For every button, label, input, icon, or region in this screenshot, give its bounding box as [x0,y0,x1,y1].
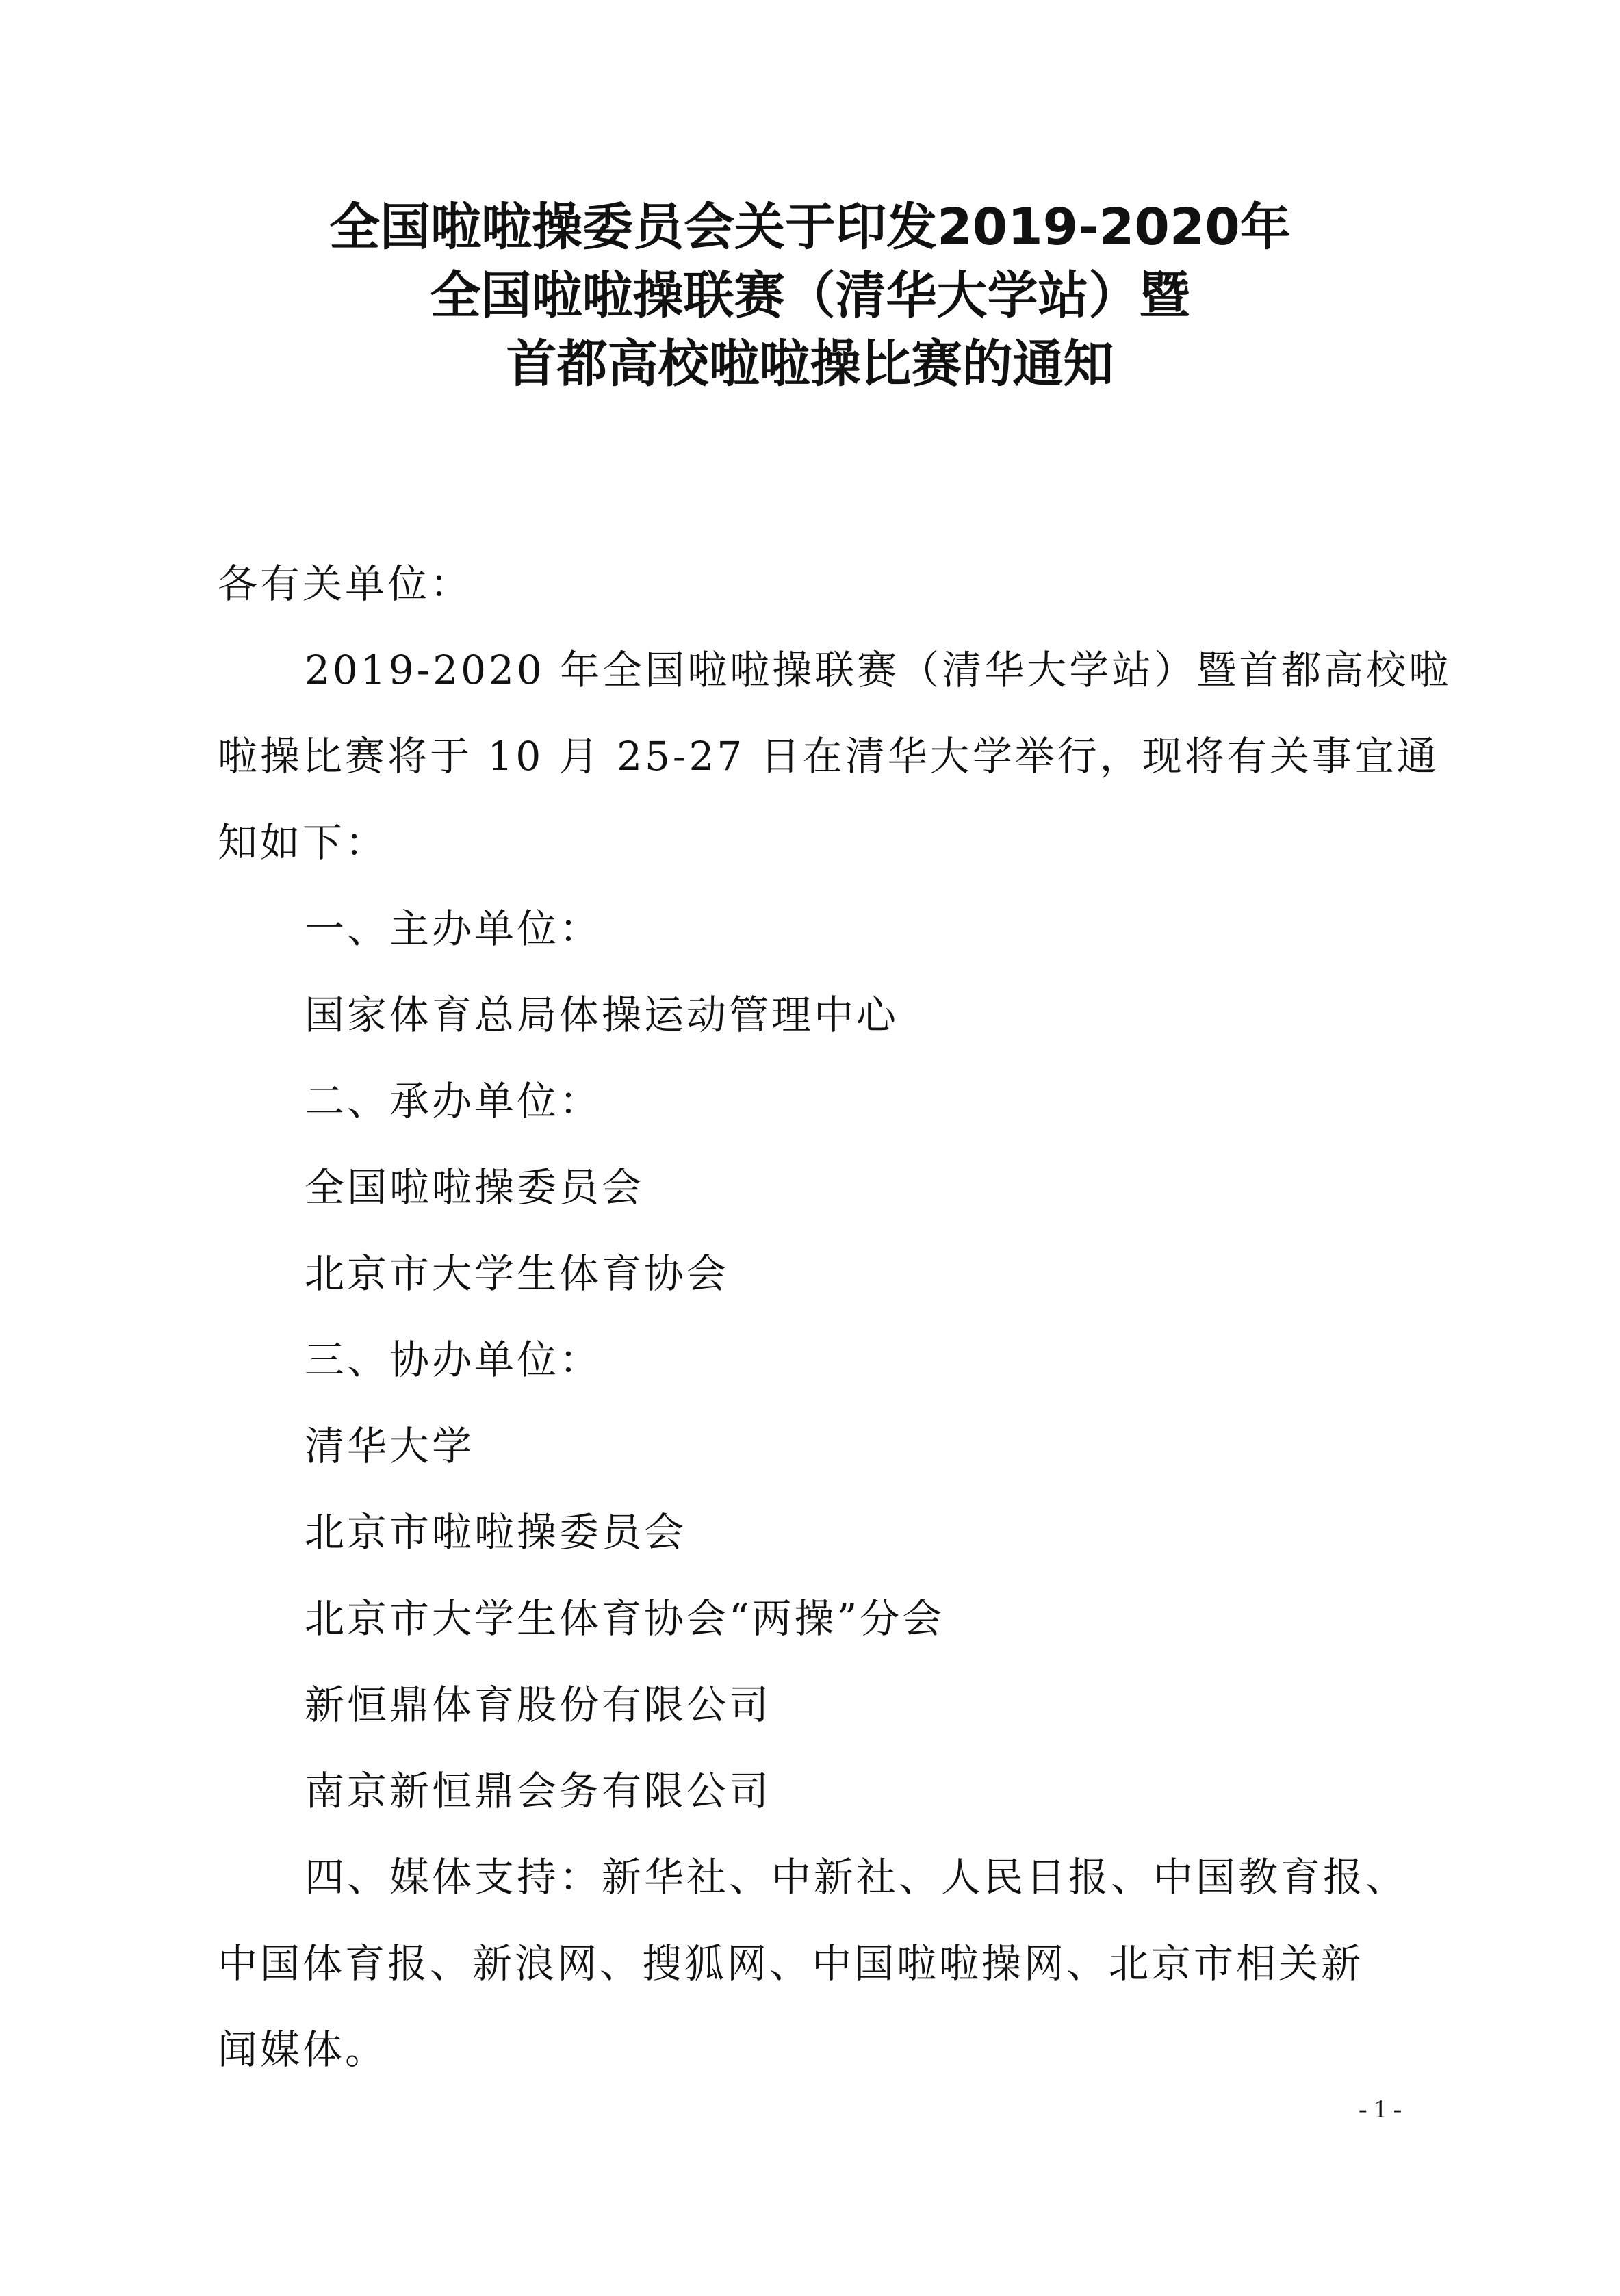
document-title [0,193,1620,398]
section-host-item: 全国啦啦操委员会 [305,1164,645,1211]
intro-line-3: 知如下： [218,819,388,866]
page-number: - 1 - [1359,2095,1402,2124]
section-host-item: 北京市大学生体育协会 [305,1250,730,1297]
salutation: 各有关单位： [218,560,473,607]
intro-line-2: 啦操比赛将于 10 月 25-27 日在清华大学举行，现将有关事宜通 [218,733,1439,779]
intro-line-1: 2019-2020 年全国啦啦操联赛（清华大学站）暨首都高校啦 [305,647,1452,693]
section-media-line-1: 四、媒体支持：新华社、中新社、人民日报、中国教育报、 [305,1854,1409,1900]
title-line-1: 全国啦啦操委员会关于印发2019-2020年 [329,198,1291,257]
section-co-organizer-heading: 三、协办单位： [305,1337,602,1383]
section-co-organizer-item: 北京市大学生体育协会“两操”分会 [305,1595,945,1642]
section-organizer-heading: 一、主办单位： [305,905,602,952]
section-media-line-3: 闻媒体。 [218,2026,388,2073]
section-co-organizer-item: 新恒鼎体育股份有限公司 [305,1681,772,1728]
section-organizer-item: 国家体育总局体操运动管理中心 [305,992,899,1038]
title-line-2: 全国啦啦操联赛（清华大学站）暨 [430,266,1190,325]
section-co-organizer-item: 清华大学 [305,1423,475,1469]
section-host-heading: 二、承办单位： [305,1078,602,1124]
section-co-organizer-item: 北京市啦啦操委员会 [305,1509,687,1556]
title-line-3: 首都高校啦啦操比赛的通知 [506,335,1114,394]
section-co-organizer-item: 南京新恒鼎会务有限公司 [305,1768,772,1814]
section-media-line-2: 中国体育报、新浪网、搜狐网、中国啦啦操网、北京市相关新 [218,1940,1364,1987]
